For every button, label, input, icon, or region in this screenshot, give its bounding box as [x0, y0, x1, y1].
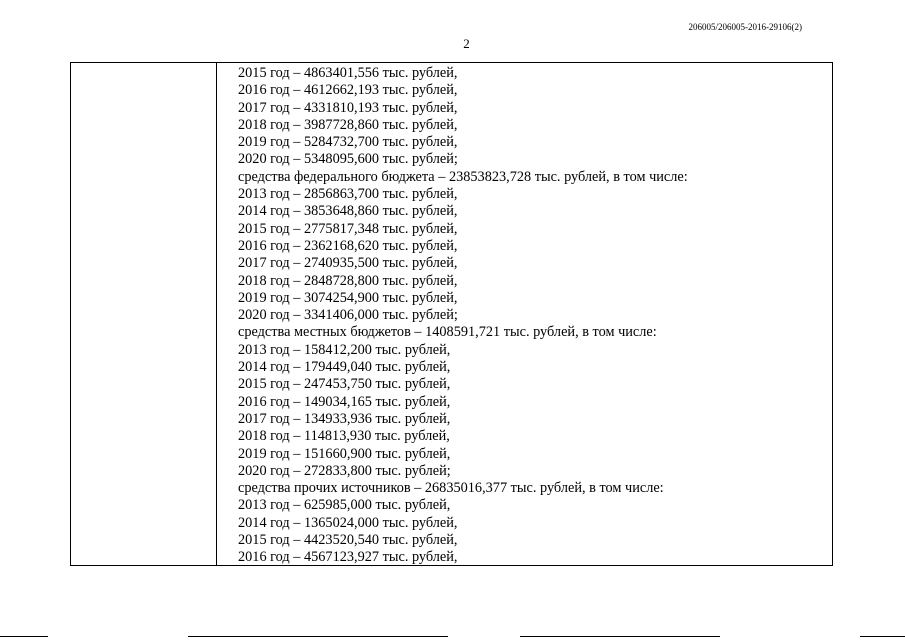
table-line: 2020 год – 5348095,600 тыс. рублей; — [238, 151, 458, 168]
table-line: 2018 год – 2848728,800 тыс. рублей, — [238, 272, 458, 289]
table-line: 2015 год – 4423520,540 тыс. рублей, — [238, 532, 458, 549]
table-line: 2018 год – 3987728,860 тыс. рублей, — [238, 116, 458, 133]
table-line: 2017 год – 134933,936 тыс. рублей, — [238, 410, 451, 427]
table-line: средства местных бюджетов – 1408591,721 тыс. рублей, в том числе: — [238, 324, 657, 341]
table-line: 2018 год – 114813,930 тыс. рублей, — [238, 428, 450, 445]
table-line: 2019 год – 5284732,700 тыс. рублей, — [238, 134, 458, 151]
table-line: 2016 год – 2362168,620 тыс. рублей, — [238, 237, 458, 254]
table-line: 2020 год – 272833,800 тыс. рублей; — [238, 462, 451, 479]
scan-edge-line — [0, 636, 905, 637]
document-id: 206005/206005-2016-29106(2) — [688, 22, 802, 32]
table-line: 2014 год – 3853648,860 тыс. рублей, — [238, 203, 458, 220]
page-number: 2 — [463, 36, 470, 51]
table-line: 2020 год – 3341406,000 тыс. рублей; — [238, 307, 458, 324]
table-line: 2019 год – 3074254,900 тыс. рублей, — [238, 289, 458, 306]
table-line: 2016 год – 4567123,927 тыс. рублей, — [238, 549, 458, 566]
table-line: 2015 год – 4863401,556 тыс. рублей, — [238, 65, 458, 81]
table-line: 2016 год – 4612662,193 тыс. рублей, — [238, 82, 458, 99]
table-line: средства федерального бюджета – 23853823,728 тыс. рублей, в том числе: — [238, 168, 688, 185]
table-line: 2019 год – 151660,900 тыс. рублей, — [238, 445, 451, 462]
table-line: 2017 год – 4331810,193 тыс. рублей, — [238, 99, 458, 116]
table-column-divider — [216, 63, 217, 565]
table-line: 2014 год – 1365024,000 тыс. рублей, — [238, 514, 458, 531]
table-line: средства прочих источников – 26835016,377 тыс. рублей, в том числе: — [238, 480, 664, 497]
table-line: 2017 год – 2740935,500 тыс. рублей, — [238, 255, 458, 272]
table-line: 2015 год – 2775817,348 тыс. рублей, — [238, 220, 458, 237]
table-line: 2014 год – 179449,040 тыс. рублей, — [238, 359, 451, 376]
table-line: 2013 год – 2856863,700 тыс. рублей, — [238, 186, 458, 203]
table-line: 2015 год – 247453,750 тыс. рублей, — [238, 376, 451, 393]
table-line: 2013 год – 158412,200 тыс. рублей, — [238, 341, 451, 358]
document-table — [70, 62, 833, 566]
table-line: 2013 год – 625985,000 тыс. рублей, — [238, 497, 451, 514]
table-content-cell — [238, 65, 828, 567]
table-line: 2016 год – 149034,165 тыс. рублей, — [238, 393, 451, 410]
